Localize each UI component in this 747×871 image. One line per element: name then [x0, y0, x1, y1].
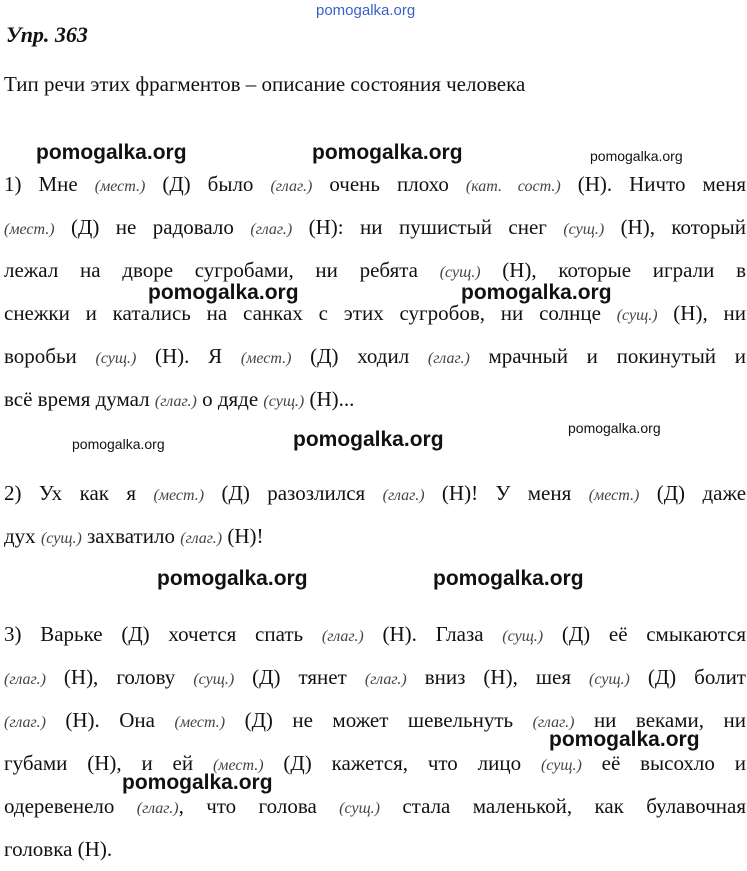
- text-line: [4, 613, 746, 656]
- text-fragment: всё время думал: [4, 387, 155, 411]
- text-fragment: снежки и катались на санках с этих сугробов, ни солнце: [4, 301, 617, 325]
- text-line: [4, 335, 746, 378]
- text-line: [4, 785, 746, 828]
- paragraph-3: [4, 613, 746, 871]
- part-of-speech-note: (глаг.): [270, 178, 313, 195]
- part-of-speech-note: (глаг.): [532, 714, 575, 731]
- part-of-speech-note: (глаг.): [382, 487, 425, 504]
- text-fragment: (Д) даже: [639, 481, 746, 505]
- text-fragment: (Н), ни: [657, 301, 746, 325]
- text-fragment: ни веками, ни: [574, 708, 746, 732]
- text-fragment: (Д) тянет: [234, 665, 365, 689]
- text-fragment: губами (Н), и ей: [4, 751, 213, 775]
- part-of-speech-note: (мест.): [212, 757, 264, 774]
- text-fragment: лежал на дворе сугробами, ни ребята: [4, 258, 440, 282]
- watermark: pomogalka.org: [433, 567, 584, 590]
- text-fragment: мрачный и покинутый и: [469, 344, 746, 368]
- text-line: [4, 472, 746, 515]
- text-fragment: 1) Мне: [4, 172, 95, 196]
- watermark: pomogalka.org: [157, 567, 308, 590]
- text-fragment: 3) Варьке (Д) хочется спать: [4, 622, 322, 646]
- part-of-speech-note: (глаг.): [180, 530, 223, 547]
- text-fragment: (Д) разозлился: [204, 481, 383, 505]
- part-of-speech-note: (глаг.): [321, 628, 364, 645]
- text-fragment: (Н), голову: [45, 665, 194, 689]
- text-line: [4, 206, 746, 249]
- watermark: pomogalka.org: [568, 420, 661, 436]
- text-line: [4, 163, 746, 206]
- text-fragment: , что голова: [178, 794, 340, 818]
- part-of-speech-note: (сущ.): [439, 264, 481, 281]
- text-fragment: (Д) не может шевельнуть: [225, 708, 533, 732]
- watermark: pomogalka.org: [293, 428, 444, 451]
- part-of-speech-note: (сущ.): [616, 307, 658, 324]
- text-fragment: (Н), который: [604, 215, 746, 239]
- text-fragment: (Д) её смыкаются: [543, 622, 746, 646]
- part-of-speech-note: (сущ.): [589, 671, 630, 688]
- text-line: [4, 828, 746, 871]
- text-fragment: головка (Н).: [4, 837, 113, 861]
- text-line: [4, 515, 746, 558]
- paragraph-2: [4, 472, 746, 558]
- text-fragment: (Д) ходил: [291, 344, 428, 368]
- text-line: [4, 378, 746, 421]
- text-line: [4, 249, 746, 292]
- part-of-speech-note: (глаг.): [364, 671, 407, 688]
- part-of-speech-note: (глаг.): [427, 350, 470, 367]
- part-of-speech-note: (мест.): [240, 350, 292, 367]
- text-fragment: (Н). Она: [45, 708, 175, 732]
- text-fragment: (Н): ни пушистый снег: [292, 215, 564, 239]
- part-of-speech-note: (сущ.): [339, 800, 380, 817]
- part-of-speech-note: (сущ.): [40, 530, 82, 547]
- text-fragment: воробьи: [4, 344, 96, 368]
- part-of-speech-note: (сущ.): [193, 671, 235, 688]
- text-fragment: (Н)...: [304, 387, 355, 411]
- part-of-speech-note: (мест.): [4, 221, 55, 238]
- part-of-speech-note: (кат. сост.): [465, 178, 561, 195]
- text-fragment: вниз (Н), шея: [406, 665, 590, 689]
- part-of-speech-note: (глаг.): [4, 714, 46, 731]
- text-fragment: о дяде: [196, 387, 264, 411]
- part-of-speech-note: (глаг.): [136, 800, 179, 817]
- part-of-speech-note: (мест.): [588, 487, 640, 504]
- text-line: [4, 292, 746, 335]
- paragraph-1: [4, 163, 746, 421]
- text-line: [4, 699, 746, 742]
- text-line: [4, 742, 746, 785]
- text-fragment: (Д) кажется, что лицо: [263, 751, 541, 775]
- part-of-speech-note: (глаг.): [154, 393, 197, 410]
- part-of-speech-note: (сущ.): [263, 393, 305, 410]
- text-line: [4, 656, 746, 699]
- text-fragment: дух: [4, 524, 41, 548]
- text-fragment: её высохло и: [581, 751, 746, 775]
- text-fragment: (Д) было: [145, 172, 271, 196]
- text-fragment: одеревенело: [4, 794, 137, 818]
- text-fragment: (Н)! У меня: [424, 481, 589, 505]
- part-of-speech-note: (глаг.): [250, 221, 293, 238]
- watermark: pomogalka.org: [36, 141, 187, 164]
- watermark: pomogalka.org: [461, 281, 612, 304]
- text-fragment: (Д) болит: [629, 665, 746, 689]
- watermark: pomogalka.org: [148, 281, 299, 304]
- speech-type-statement: Тип речи этих фрагментов – описание состояния человека: [4, 72, 526, 96]
- text-fragment: (Н), которые играли в: [480, 258, 746, 282]
- text-fragment: очень плохо: [312, 172, 466, 196]
- watermark: pomogalka.org: [590, 148, 683, 164]
- part-of-speech-note: (мест.): [94, 178, 146, 195]
- text-fragment: 2) Ух как я: [4, 481, 154, 505]
- watermark: pomogalka.org: [122, 771, 273, 794]
- text-fragment: (Н). Глаза: [363, 622, 503, 646]
- text-fragment: (Н)!: [222, 524, 264, 548]
- part-of-speech-note: (мест.): [153, 487, 205, 504]
- text-fragment: (Н). Ничто меня: [560, 172, 746, 196]
- watermark: pomogalka.org: [549, 728, 700, 751]
- text-fragment: (Н). Я: [136, 344, 241, 368]
- part-of-speech-note: (мест.): [174, 714, 226, 731]
- part-of-speech-note: (сущ.): [563, 221, 605, 238]
- part-of-speech-note: (сущ.): [95, 350, 137, 367]
- part-of-speech-note: (сущ.): [540, 757, 582, 774]
- watermark: pomogalka.org: [312, 141, 463, 164]
- text-fragment: (Д) не радовало: [54, 215, 251, 239]
- text-fragment: захватило: [81, 524, 181, 548]
- text-fragment: стала маленькой, как булавочная: [379, 794, 746, 818]
- exercise-title: Упр. 363: [6, 22, 88, 47]
- part-of-speech-note: (сущ.): [502, 628, 544, 645]
- watermark-top: pomogalka.org: [316, 2, 416, 19]
- part-of-speech-note: (глаг.): [4, 671, 46, 688]
- watermark: pomogalka.org: [72, 436, 165, 452]
